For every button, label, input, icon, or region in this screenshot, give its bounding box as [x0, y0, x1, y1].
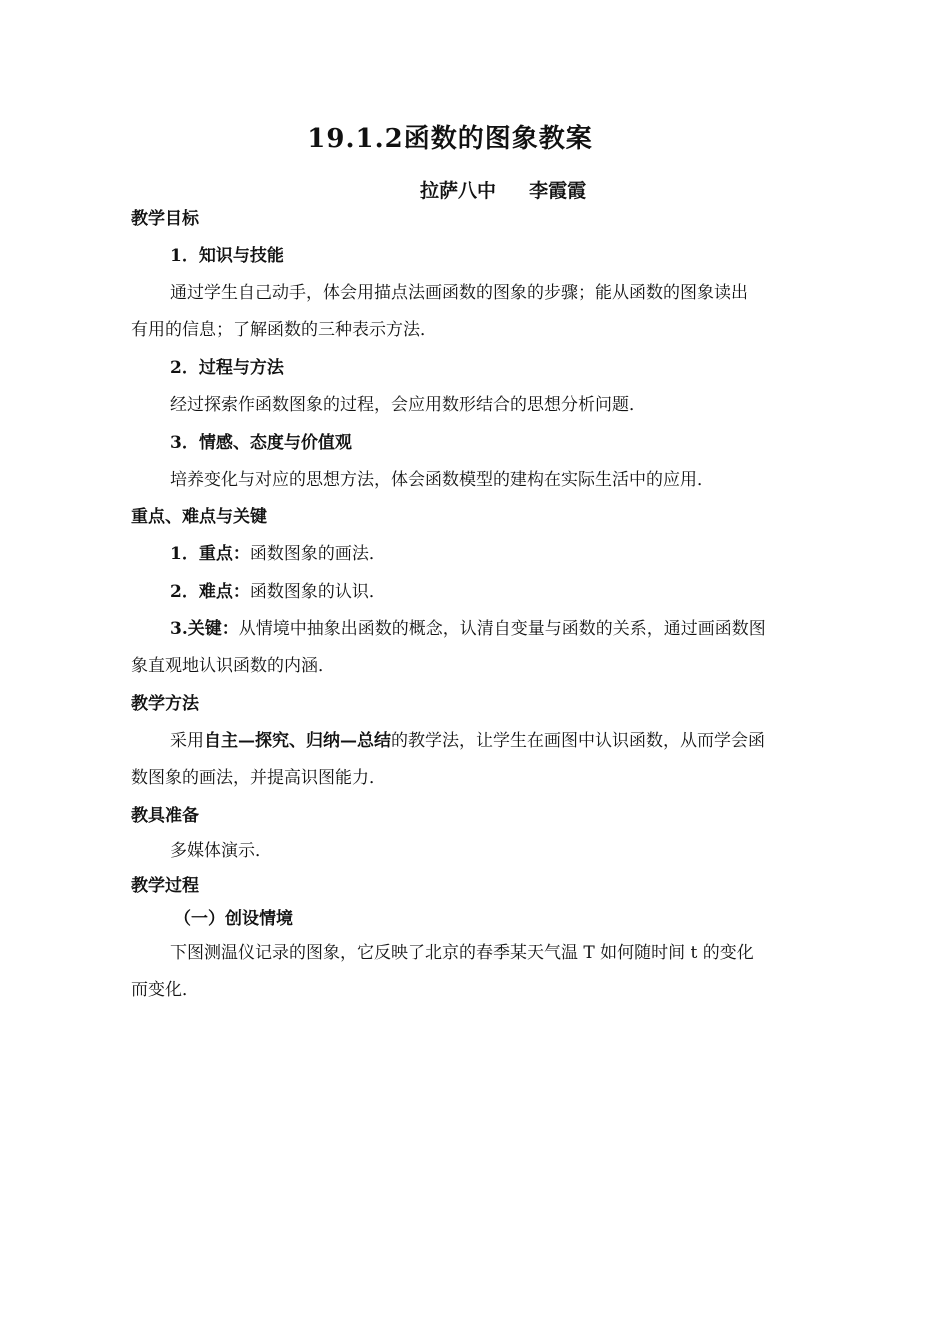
procedure-text-1: 下图测温仪记录的图象，它反映了北京的春季某天气温 T 如何随时间 t 的变化: [170, 943, 754, 963]
key-label: 3.关键：: [170, 619, 239, 639]
difficulty-text: 函数图象的认识．: [249, 582, 386, 602]
author-line: 拉萨八中 李霞霞: [420, 180, 587, 202]
difficulty-label: 2．难点：: [170, 582, 250, 602]
knowledge-text-1: 通过学生自己动手，体会用描点法画函数的图象的步骤；能从函数的图象读出: [170, 283, 748, 303]
method-line-1: [170, 726, 765, 751]
method-bold: 自主—探究、归纳—总结: [204, 731, 391, 751]
heading-tools: 教具准备: [131, 806, 199, 826]
procedure-text-2: 而变化．: [131, 980, 199, 1000]
page-title: 19.1.2函数的图象教案: [307, 124, 593, 154]
key-text-2: 象直观地认识函数的内涵．: [131, 656, 335, 676]
key-text-1: 从情境中抽象出函数的概念，认清自变量与函数的关系，通过画函数图: [238, 619, 766, 639]
heading-keypoints: 重点、难点与关键: [131, 507, 267, 527]
difficulty-line: [170, 577, 386, 602]
heading-objectives: 教学目标: [131, 209, 199, 229]
method-suffix: 的教学法，让学生在画图中认识函数，从而学会函: [391, 731, 765, 751]
attitude-text: 培养变化与对应的思想方法，体会函数模型的建构在实际生活中的应用．: [170, 470, 714, 490]
focus-line: [170, 539, 386, 564]
key-line: [170, 614, 766, 639]
focus-label: 1．重点：: [170, 544, 250, 564]
method-line-2: 数图象的画法，并提高识图能力．: [131, 768, 386, 788]
knowledge-text-2: 有用的信息；了解函数的三种表示方法．: [131, 320, 437, 340]
heading-process: 2．过程与方法: [170, 358, 284, 378]
focus-text: 函数图象的画法．: [249, 544, 386, 564]
heading-knowledge: 1．知识与技能: [170, 246, 284, 266]
heading-step1: （一）创设情境: [174, 909, 293, 929]
method-prefix: 采用: [170, 731, 204, 751]
tools-text: 多媒体演示．: [170, 841, 272, 861]
heading-procedure: 教学过程: [131, 876, 199, 896]
heading-method: 教学方法: [131, 694, 199, 714]
process-text: 经过探索作函数图象的过程，会应用数形结合的思想分析问题．: [170, 395, 646, 415]
heading-attitude: 3．情感、态度与价值观: [170, 433, 352, 453]
